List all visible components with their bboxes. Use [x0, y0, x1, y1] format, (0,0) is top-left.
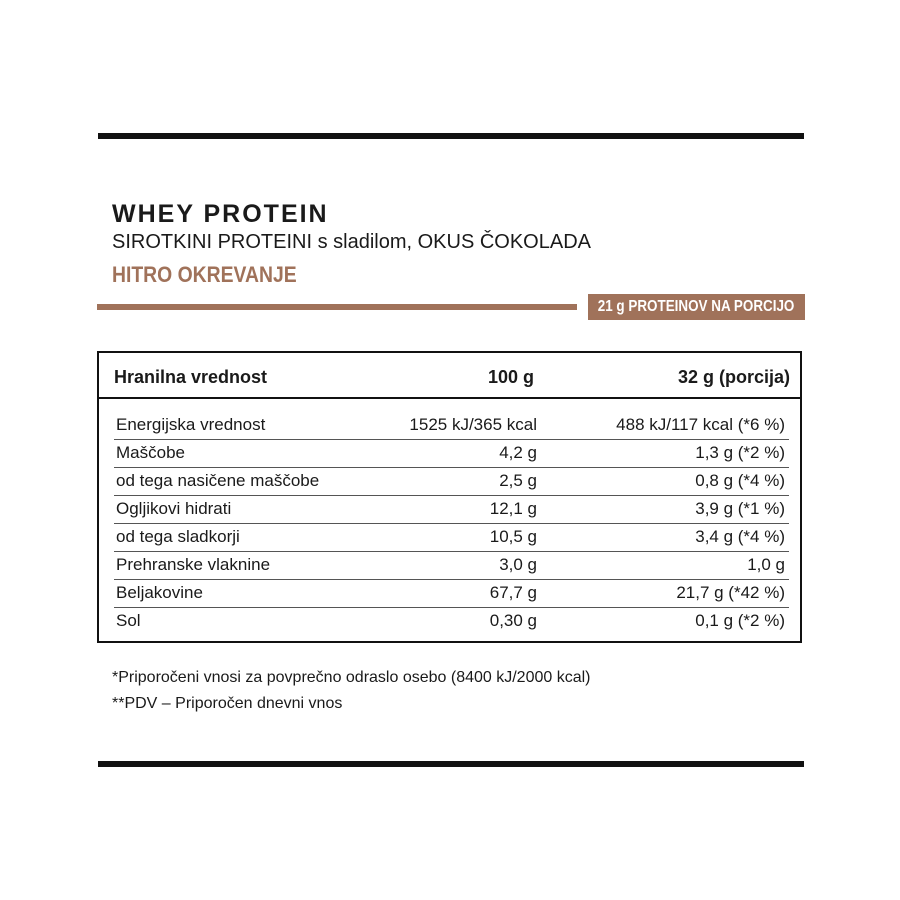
table-row: [114, 580, 789, 608]
protein-badge-label: 21 g PROTEINOV NA PORCIJO: [598, 298, 795, 315]
nutrient-name: Sol: [116, 611, 141, 630]
table-row: [114, 412, 789, 440]
header-per-100g: 100 g: [487, 367, 534, 387]
value-per-100g: 2,5 g: [499, 471, 537, 490]
value-per-100g: 4,2 g: [499, 443, 537, 462]
value-per-serving: 1,0 g: [747, 555, 785, 574]
value-per-100g: 0,30 g: [489, 611, 537, 630]
product-title: WHEY PROTEIN: [112, 200, 329, 228]
value-per-serving: 1,3 g (*2 %): [695, 443, 785, 462]
table-row: [114, 440, 789, 468]
nutrition-table: [97, 351, 802, 643]
top-divider: [98, 133, 804, 139]
nutrient-name: od tega sladkorji: [116, 527, 240, 546]
nutrition-table-header: [99, 353, 800, 399]
value-per-serving: 3,9 g (*1 %): [695, 499, 785, 518]
value-per-100g: 10,5 g: [489, 527, 537, 546]
protein-badge: [588, 294, 805, 320]
accent-divider: [97, 304, 577, 310]
value-per-100g: 67,7 g: [489, 583, 537, 602]
nutrient-name: Maščobe: [116, 443, 185, 462]
header-nutrient: Hranilna vrednost: [114, 367, 268, 387]
value-per-100g: 1525 kJ/365 kcal: [409, 415, 537, 434]
product-subtitle: SIROTKINI PROTEINI s sladilom, OKUS ČOKOLADA: [112, 231, 591, 253]
footnote-pdv: **PDV – Priporočen dnevni vnos: [112, 695, 343, 712]
nutrition-table-body: [114, 412, 789, 636]
value-per-serving: 0,1 g (*2 %): [695, 611, 785, 630]
nutrient-name: Ogljikovi hidrati: [116, 499, 232, 518]
nutrient-name: Prehranske vlaknine: [116, 555, 271, 574]
table-row: [114, 496, 789, 524]
bottom-divider: [98, 761, 804, 767]
value-per-serving: 0,8 g (*4 %): [695, 471, 785, 490]
value-per-100g: 3,0 g: [499, 555, 537, 574]
table-row: [114, 468, 789, 496]
product-tagline: HITRO OKREVANJE: [112, 262, 297, 287]
value-per-100g: 12,1 g: [489, 499, 537, 518]
header-per-serving: 32 g (porcija): [677, 367, 790, 387]
table-row: [114, 552, 789, 580]
value-per-serving: 488 kJ/117 kcal (*6 %): [616, 415, 785, 434]
nutrient-name: Beljakovine: [116, 583, 203, 602]
table-row: [114, 608, 789, 636]
table-row: [114, 524, 789, 552]
value-per-serving: 21,7 g (*42 %): [676, 583, 785, 602]
nutrient-name: od tega nasičene maščobe: [116, 471, 320, 490]
footnote-reference-intake: *Priporočeni vnosi za povprečno odraslo osebo (8400 kJ/2000 kcal): [112, 669, 591, 686]
value-per-serving: 3,4 g (*4 %): [695, 527, 785, 546]
nutrient-name: Energijska vrednost: [116, 415, 266, 434]
